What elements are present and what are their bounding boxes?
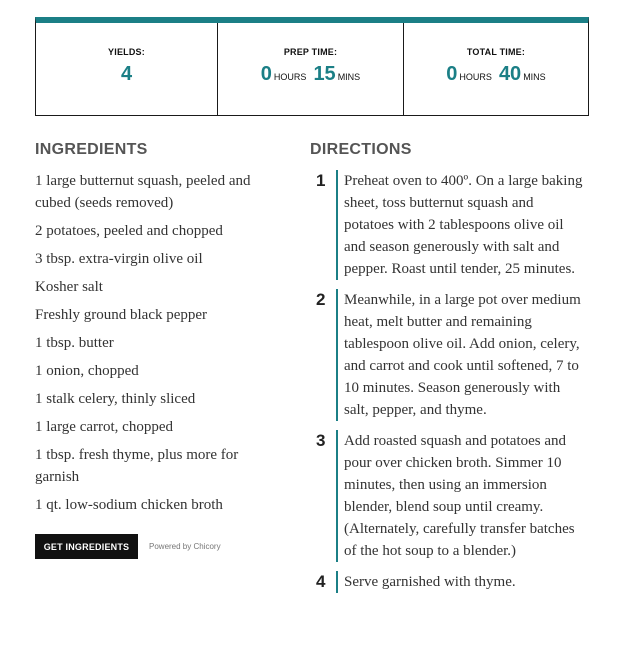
- prep-time-value: [261, 63, 360, 86]
- ingredient-item: 1 tbsp. butter: [35, 335, 114, 351]
- step-number: 1: [316, 171, 326, 190]
- ingredient-item: 1 onion, chopped: [35, 363, 139, 379]
- yields-value-row: [121, 63, 132, 86]
- ingredient-item: Kosher salt: [35, 279, 103, 295]
- prep-time-label: PREP TIME:: [283, 47, 338, 57]
- direction-step: [313, 170, 585, 280]
- total-time-label: TOTAL TIME:: [466, 47, 526, 57]
- prep-mins: 15: [313, 63, 336, 85]
- total-mins: 40: [498, 63, 522, 85]
- ingredient-item: 1 large carrot, chopped: [35, 419, 173, 435]
- direction-step: [313, 571, 585, 593]
- step-text: Preheat oven to 400º. On a large baking sheet, toss butternut squash and potatoes with 2 tablespoons olive oil and season generously with salt and pepper. Roast until tender, 25 minutes.: [336, 170, 585, 280]
- prep-time-stat: [218, 23, 404, 115]
- prep-hours: 0: [260, 63, 272, 85]
- ingredient-item: 2 potatoes, peeled and chopped: [35, 223, 223, 239]
- total-mins-unit: MINS: [523, 72, 546, 82]
- step-number: 2: [316, 290, 326, 309]
- total-hours-unit: HOURS: [459, 72, 492, 82]
- get-ingredients-button[interactable]: GET INGREDIENTS: [35, 534, 138, 559]
- recipe-stats-box: [35, 17, 589, 116]
- step-text: Meanwhile, in a large pot over medium heat, melt butter and remaining tablespoon olive oil. Add onion, celery, and carrot and cook until softened, 7 to 10 minutes. Season generously with salt, pepper, and thyme.: [336, 289, 585, 421]
- powered-by-chicory-link[interactable]: Powered by Chicory: [149, 542, 221, 551]
- total-hours: 0: [446, 63, 458, 85]
- direction-step: [313, 430, 585, 562]
- step-number: 3: [316, 431, 326, 450]
- ingredient-item: 1 qt. low-sodium chicken broth: [35, 497, 223, 513]
- ingredient-item: 3 tbsp. extra-virgin olive oil: [35, 251, 203, 267]
- directions-list: [313, 170, 585, 602]
- prep-hours-unit: HOURS: [273, 72, 307, 82]
- ingredient-item: 1 tbsp. fresh thyme, plus more for garnish: [35, 447, 239, 485]
- ingredients-heading: INGREDIENTS: [35, 141, 148, 158]
- ingredients-list: [35, 170, 275, 522]
- yields-label: YIELDS:: [108, 47, 145, 57]
- step-number: 4: [316, 572, 326, 591]
- step-text: Add roasted squash and potatoes and pour over chicken broth. Simmer 10 minutes, then using an immersion blender, blend soup until creamy. (Alternately, carefully transfer batches of the hot soup to a blender.): [336, 430, 585, 562]
- ingredient-item: 1 large butternut squash, peeled and cubed (seeds removed): [35, 173, 251, 211]
- yields-value: 4: [120, 63, 133, 85]
- directions-heading: DIRECTIONS: [310, 141, 412, 158]
- ingredient-item: 1 stalk celery, thinly sliced: [35, 391, 196, 407]
- prep-mins-unit: MINS: [337, 72, 361, 82]
- yields-stat: [36, 23, 218, 115]
- ingredient-item: Freshly ground black pepper: [35, 307, 208, 323]
- direction-step: [313, 289, 585, 421]
- total-time-value: [446, 63, 545, 86]
- total-time-stat: [404, 23, 588, 115]
- step-text: Serve garnished with thyme.: [336, 571, 585, 593]
